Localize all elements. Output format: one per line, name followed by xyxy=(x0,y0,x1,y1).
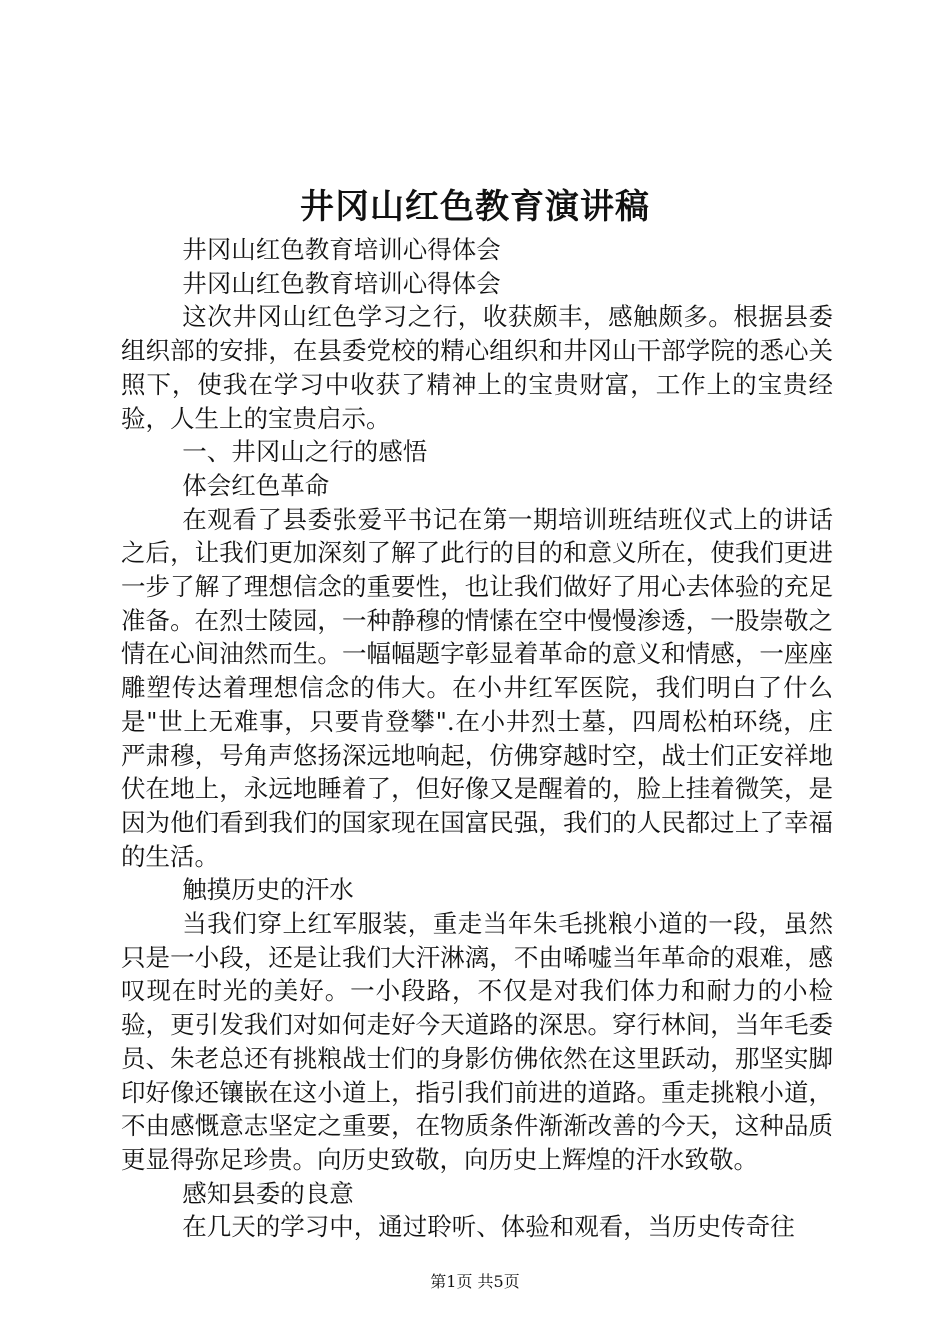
body-paragraph: 这次井冈山红色学习之行，收获颇丰，感触颇多。根据县委组织部的安排，在县委党校的精心组织和井冈山干部学院的悉心关照下，使我在学习中收获了精神上的宝贵财富，工作上的宝贵经验，人生上的宝贵启示。 xyxy=(121,302,833,433)
document-title: 井冈山红色教育演讲稿 xyxy=(300,187,650,227)
body-paragraph: 在观看了县委张爱平书记在第一期培训班结班仪式上的讲话之后，让我们更加深刻了解了此行的目的和意义所在，使我们更进一步了解了理想信念的重要性，也让我们做好了用心去体验的充足准备。在烈士陵园，一种静穆的情愫在空中慢慢渗透，一股崇敬之情在心间油然而生。一幅幅题字彰显着革命的意义和情感，一座座雕塑传达着理想信念的伟大。在小井红军医院，我们明白了什么是"世上无难事，只要肯登攀".在小井烈士墓，四周松柏环绕，庄严肃穆，号角声悠扬深远地响起，仿佛穿越时空，战士们正安祥地伏在地上，永远地睡着了，但好像又是醒着的，脸上挂着微笑，是因为他们看到我们的国家现在国富民强，我们的人民都过上了幸福的生活。 xyxy=(121,504,833,871)
page-number-footer: 第1页 共5页 xyxy=(430,1272,520,1291)
body-paragraph: 当我们穿上红军服装，重走当年朱毛挑粮小道的一段，虽然只是一小段，还是让我们大汗淋漓，不由唏嘘当年革命的艰难，感叹现在时光的美好。一小段路，不仅是对我们体力和耐力的小检验，更引发我们对如何走好今天道路的深思。穿行林间，当年毛委员、朱老总还有挑粮战士们的身影仿佛依然在这里跃动，那坚实脚印好像还镶嵌在这小道上，指引我们前进的道路。重走挑粮小道，不由感慨意志坚定之重要，在物质条件渐渐改善的今天，这种品质更显得弥足珍贵。向历史致敬，向历史上辉煌的汗水致敬。 xyxy=(121,909,833,1174)
subsection-heading: 感知县委的良意 xyxy=(182,1178,354,1208)
body-paragraph: 在几天的学习中，通过聆听、体验和观看，当历史传奇往 xyxy=(182,1212,795,1242)
subsection-heading: 触摸历史的汗水 xyxy=(182,875,354,905)
subtitle-line: 井冈山红色教育培训心得体会 xyxy=(182,268,501,298)
document-body xyxy=(121,233,833,1244)
subtitle-line: 井冈山红色教育培训心得体会 xyxy=(182,235,501,264)
subsection-heading: 体会红色革命 xyxy=(182,470,330,500)
section-heading: 一、井冈山之行的感悟 xyxy=(182,437,428,467)
